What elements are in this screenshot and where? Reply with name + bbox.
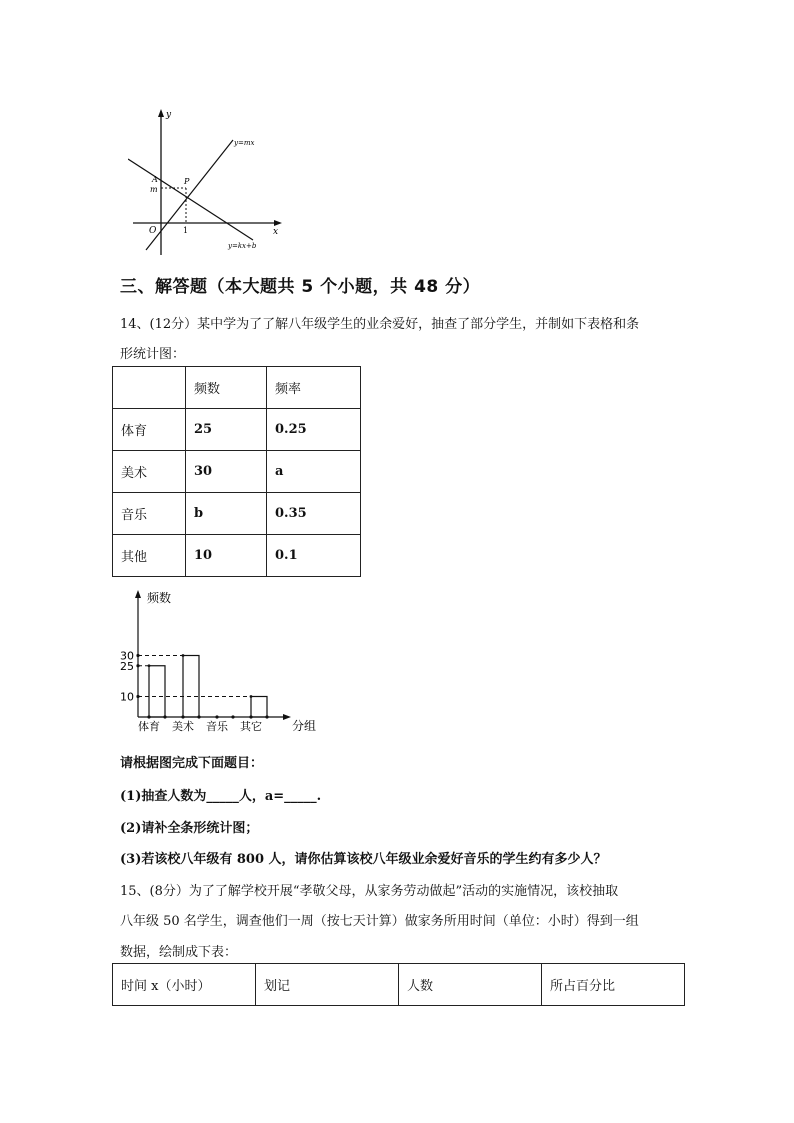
q14-follow: 请根据图完成下面题目： [120, 756, 264, 771]
y-tick-label: 30 [120, 649, 134, 663]
q15-line2: 八年级 50 名学生，调查他们一周（按七天计算）做家务所用时间（单位：小时）得到一组 [120, 914, 639, 929]
chart-x-axis-arrow [283, 714, 291, 720]
section-title: 三、解答题（本大题共 5 个小题，共 48 分） [120, 277, 481, 297]
q15-line1: 15、(8分）为了了解学校开展“孝敬父母，从家务劳动做起”活动的实施情况，该校抽取 [120, 884, 619, 899]
table-header-cell: 划记 [256, 964, 399, 1006]
table-header-row [113, 367, 361, 409]
x-tick-label: 其它 [240, 720, 262, 733]
chart-xlabel: 分组 [292, 719, 317, 733]
q14-sub3: (3)若该校八年级有 800 人，请你估算该校八年级业余爱好音乐的学生约有多少人？ [120, 852, 607, 867]
table-cell: 25 [186, 409, 267, 451]
table-cell: a [267, 451, 361, 493]
frequency-table [112, 366, 361, 577]
bar-其它 [251, 697, 267, 718]
coordinate-graph [128, 105, 288, 260]
bar-corner-dot [182, 654, 185, 657]
chart-ylabel: 频数 [147, 591, 172, 605]
bar-chart [118, 585, 328, 740]
q14-intro-line2: 形统计图： [120, 347, 186, 362]
line2-label: y=kx+b [228, 242, 257, 250]
x-tick-label: 美术 [172, 720, 194, 733]
table-cell: b [186, 493, 267, 535]
table-cell: 体育 [113, 409, 186, 451]
x-axis-arrow [274, 220, 282, 226]
x-tick-dot [231, 715, 234, 718]
table-cell: 音乐 [113, 493, 186, 535]
bar-corner-dot [250, 695, 253, 698]
table-cell: 其他 [113, 535, 186, 577]
line-y-kxb [128, 159, 253, 240]
x-tick-label: 体育 [138, 720, 160, 733]
table-header-cell: 人数 [399, 964, 542, 1006]
table-header-cell: 频数 [186, 367, 267, 409]
table-header-cell: 时间 x（小时） [113, 964, 256, 1006]
line-y-mx [146, 140, 233, 250]
table-cell: 美术 [113, 451, 186, 493]
bar-体育 [149, 666, 165, 717]
point-a-label: A [152, 175, 158, 184]
table-cell: 0.1 [267, 535, 361, 577]
x-tick-label: 音乐 [206, 720, 228, 733]
y-tick-label: 25 [120, 659, 134, 673]
bar-美术 [183, 656, 199, 718]
q14-sub1: (1)抽查人数为_____人，a=_____. [120, 789, 322, 804]
line1-label: y=mx [234, 139, 255, 147]
q14-sub2: (2)请补全条形统计图； [120, 821, 259, 836]
table-header-cell: 频率 [267, 367, 361, 409]
table-cell: 0.25 [267, 409, 361, 451]
table-row [113, 493, 361, 535]
y-axis-label: y [166, 110, 172, 120]
time-table [112, 963, 685, 1006]
table-header-cell: 所占百分比 [542, 964, 685, 1006]
table-row [113, 451, 361, 493]
table-row [113, 535, 361, 577]
bar-corner-dot [148, 664, 151, 667]
q14-intro-line1: 14、(12分）某中学为了了解八年级学生的业余爱好，抽查了部分学生，并制如下表格和条 [120, 317, 640, 332]
x-axis-label: x [273, 227, 279, 237]
chart-y-axis-arrow [135, 590, 141, 598]
x-tick-dot [215, 715, 218, 718]
one-label: 1 [183, 226, 189, 235]
table-cell: 30 [186, 451, 267, 493]
table-cell: 10 [186, 535, 267, 577]
m-label: m [150, 185, 158, 194]
origin-label: O [149, 226, 157, 236]
point-p-label: P [184, 177, 190, 186]
table-row [113, 409, 361, 451]
y-axis-arrow [158, 109, 164, 117]
table-header-row [113, 964, 685, 1006]
table-cell: 0.35 [267, 493, 361, 535]
q15-line3: 数据，绘制成下表： [120, 945, 238, 960]
y-tick-label: 10 [120, 690, 134, 704]
table-header-cell [113, 367, 186, 409]
